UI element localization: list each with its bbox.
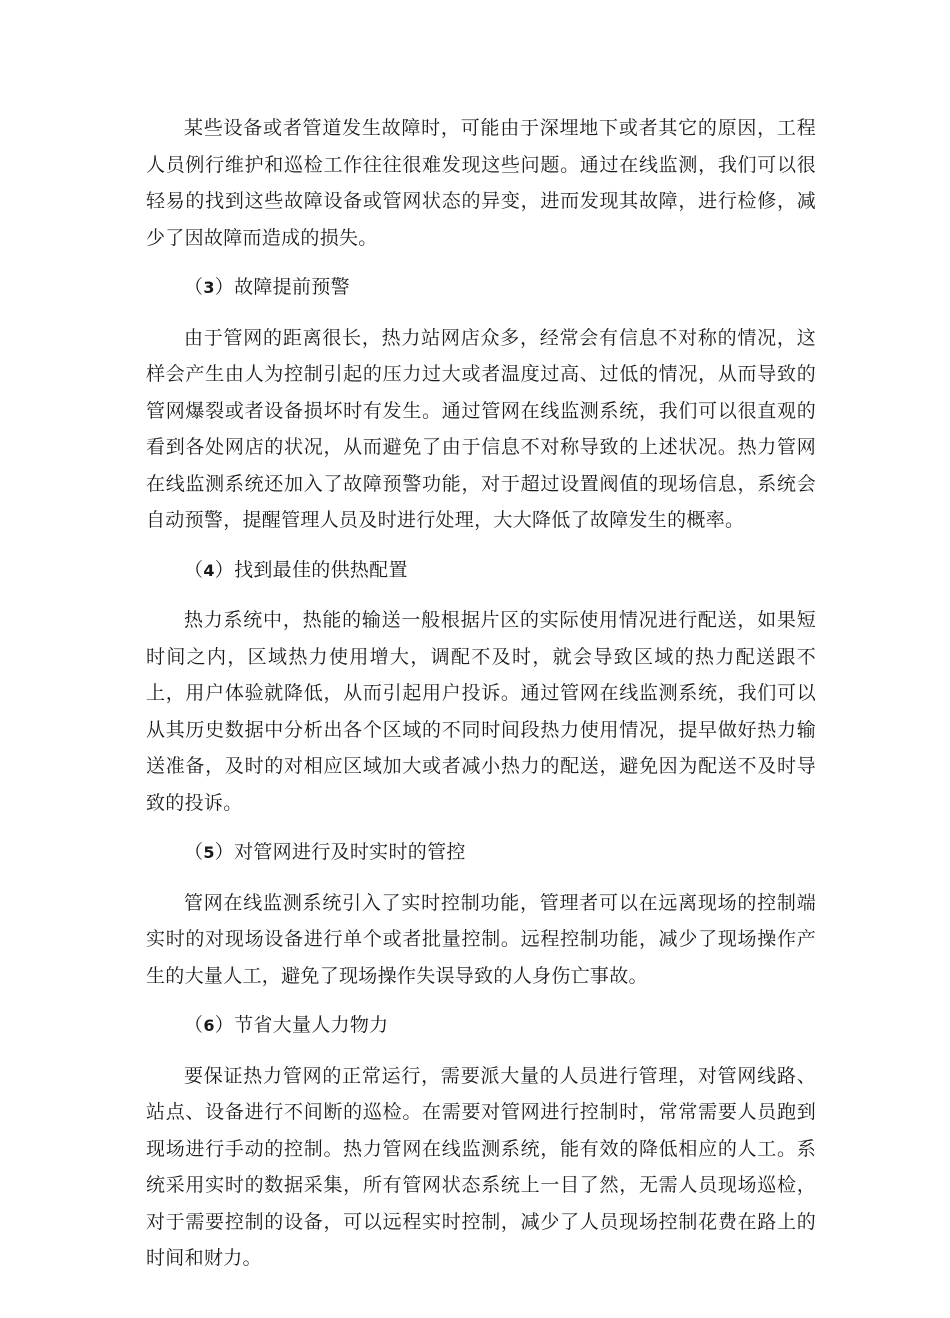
section-number: 3 (203, 278, 215, 297)
section-title: 节省大量人力物力 (234, 1014, 389, 1036)
section-heading-4: （4）找到最佳的供热配置 (184, 558, 408, 581)
intro-paragraph: 某些设备或者管道发生故障时，可能由于深埋地下或者其它的原因，工程人员例行维护和巡检工作往往很难发现这些问题。通过在线监测，我们可以很轻易的找到这些故障设备或管网状态的异变，进而发现其故障，进行检修，减少了因故障而造成的损失。 (146, 117, 816, 249)
section-title: 找到最佳的供热配置 (234, 558, 408, 581)
section-title: 故障提前预警 (234, 276, 350, 298)
section-paragraph-6: 要保证热力管网的正常运行，需要派大量的人员进行管理，对管网线路、站点、设备进行不间断的巡检。在需要对管网进行控制时，常常需要人员跑到现场进行手动的控制。热力管网在线监测系统，能有效的降低相应的人工。系统采用实时的数据采集，所有管网状态系统上一目了然，无需人员现场巡检，对于需要控制的设备，可以远程实时控制，减少了人员现场控制花费在路上的时间和财力。 (146, 1064, 816, 1269)
section-heading-6: （6）节省大量人力物力 (184, 1014, 389, 1036)
section-paragraph-5: 管网在线监测系统引入了实时控制功能，管理者可以在远离现场的控制端实时的对现场设备进行单个或者批量控制。远程控制功能，减少了现场操作产生的大量人工，避免了现场操作失误导致的人身伤亡事故。 (146, 891, 816, 987)
section-heading-5: （5）对管网进行及时实时的管控 (184, 841, 466, 863)
document-body (146, 110, 816, 1277)
section-heading-3: （3）故障提前预警 (184, 276, 350, 298)
section-number: 5 (203, 843, 215, 862)
section-paragraph-3: 由于管网的距离很长，热力站网店众多，经常会有信息不对称的情况，这样会产生由人为控制引起的压力过大或者温度过高、过低的情况，从而导致的管网爆裂或者设备损坏时有发生。通过管网在线监测系统，我们可以很直观的看到各处网店的状况，从而避免了由于信息不对称导致的上述状况。热力管网在线监测系统还加入了故障预警功能，对于超过设置阀值的现场信息，系统会自动预警，提醒管理人员及时进行处理，大大降低了故障发生的概率。 (146, 326, 816, 531)
section-number: 4 (203, 560, 215, 580)
section-title: 对管网进行及时实时的管控 (234, 841, 466, 863)
section-paragraph-4: 热力系统中，热能的输送一般根据片区的实际使用情况进行配送，如果短时间之内，区域热力使用增大，调配不及时，就会导致区域的热力配送跟不上，用户体验就降低，从而引起用户投诉。通过管网在线监测系统，我们可以从其历史数据中分析出各个区域的不同时间段热力使用情况，提早做好热力输送准备，及时的对相应区域加大或者减小热力的配送，避免因为配送不及时导致的投诉。 (146, 609, 816, 814)
section-number: 6 (203, 1016, 215, 1035)
